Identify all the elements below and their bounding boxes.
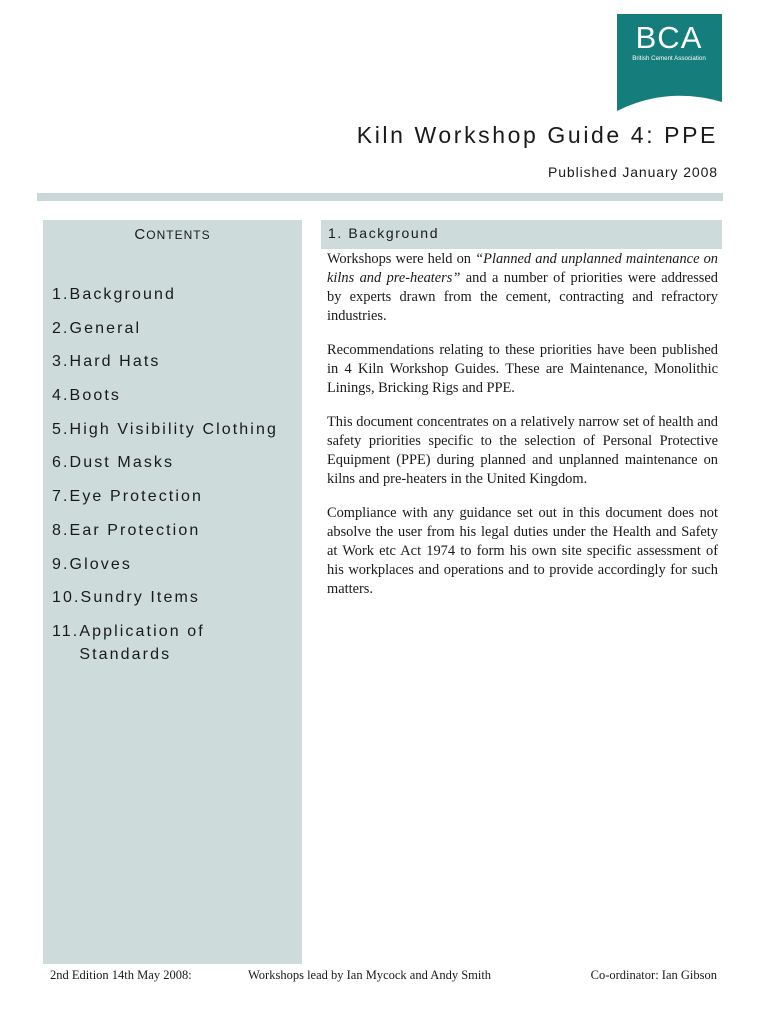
contents-item-label: General xyxy=(69,319,142,337)
paragraph-text: Workshops were held on xyxy=(327,251,476,267)
contents-item-label: Ear Protection xyxy=(69,521,201,539)
contents-item-number: 5. xyxy=(52,420,70,438)
contents-item-number: 10. xyxy=(52,589,81,607)
contents-heading-initial: C xyxy=(134,226,147,243)
document-title: Kiln Workshop Guide 4: PPE xyxy=(356,122,718,148)
workshop-title-quote: “Planned and unplanned maintenance on kilns and pre-heaters” xyxy=(327,251,718,286)
bca-logo-graphic xyxy=(617,14,722,111)
contents-item-label: Dust Masks xyxy=(69,454,175,472)
contents-item-gloves[interactable] xyxy=(52,553,302,576)
contents-item-label: Background xyxy=(69,286,176,303)
contents-item-application-of-standards[interactable] xyxy=(52,620,302,666)
contents-item-number: 6. xyxy=(52,454,70,472)
contents-item-number: 2. xyxy=(52,319,70,337)
bca-logo-initials: BCA xyxy=(635,20,703,55)
contents-heading xyxy=(43,226,302,243)
contents-item-ear-protection[interactable] xyxy=(52,519,302,542)
footer-workshop-leads: Workshops lead by Ian Mycock and Andy Smith xyxy=(248,968,492,982)
contents-item-label: Application of Standards xyxy=(79,622,205,663)
paragraph-text: and a number of priorities were addressed by experts drawn from the cement, contracting and refractory industries. xyxy=(327,270,718,324)
contents-item-number: 4. xyxy=(52,387,70,405)
section-heading: 1. Background xyxy=(328,225,440,241)
bca-logo-subtitle: British Cement Association xyxy=(632,55,706,62)
footer-coordinator: Co-ordinator: Ian Gibson xyxy=(590,968,717,982)
paragraph-recommendations: Recommendations relating to these priorities have been published in 4 Kiln Workshop Guides. These are Maintenance, Monolithic Linings, Bricking Rigs and PPE. xyxy=(327,342,718,396)
contents-item-number: 7. xyxy=(52,488,70,506)
contents-list xyxy=(52,283,302,677)
contents-item-number: 3. xyxy=(52,353,70,371)
paragraph-scope: This document concentrates on a relatively narrow set of health and safety priorities specific to the selection of Personal Protective Equipment (PPE) during planned and unplanned maintenance on kilns and pre-heaters in the United Kingdom. xyxy=(327,414,718,487)
contents-item-eye-protection[interactable] xyxy=(52,485,302,508)
contents-item-dust-masks[interactable] xyxy=(52,451,302,474)
contents-item-label: Hard Hats xyxy=(69,353,161,371)
contents-item-boots[interactable] xyxy=(52,384,302,407)
contents-item-label: Boots xyxy=(69,387,121,405)
contents-item-number: 1. xyxy=(52,286,70,303)
header-divider xyxy=(37,193,723,201)
contents-item-hard-hats[interactable] xyxy=(52,350,302,373)
section-heading-bar xyxy=(321,220,722,249)
contents-item-label: Eye Protection xyxy=(69,488,204,506)
contents-item-label: Sundry Items xyxy=(80,589,201,607)
contents-item-label: High Visibility Clothing xyxy=(69,420,278,438)
contents-item-number: 8. xyxy=(52,521,70,539)
paragraph-compliance: Compliance with any guidance set out in this document does not absolve the user from his legal duties under the Health and Safety at Work etc Act 1974 to form his own site specific assessment of his workplaces and operations and to provide accordingly for such matters. xyxy=(327,505,718,597)
contents-item-number: 9. xyxy=(52,555,70,573)
footer-edition: 2nd Edition 14th May 2008: xyxy=(50,968,192,982)
contents-item-sundry-items[interactable] xyxy=(52,586,302,609)
contents-item-background[interactable] xyxy=(52,283,302,306)
contents-item-label: Gloves xyxy=(69,555,132,573)
section-body xyxy=(327,250,718,614)
contents-item-high-visibility-clothing[interactable] xyxy=(52,418,302,441)
contents-heading-rest: ONTENTS xyxy=(146,228,211,242)
published-date: Published January 2008 xyxy=(547,164,718,180)
page-footer xyxy=(0,968,768,986)
paragraph-workshops xyxy=(327,250,718,326)
contents-item-general[interactable] xyxy=(52,317,302,340)
contents-item-number: 11. xyxy=(52,622,80,640)
contents-sidebar xyxy=(43,220,302,964)
bca-logo xyxy=(617,14,722,111)
